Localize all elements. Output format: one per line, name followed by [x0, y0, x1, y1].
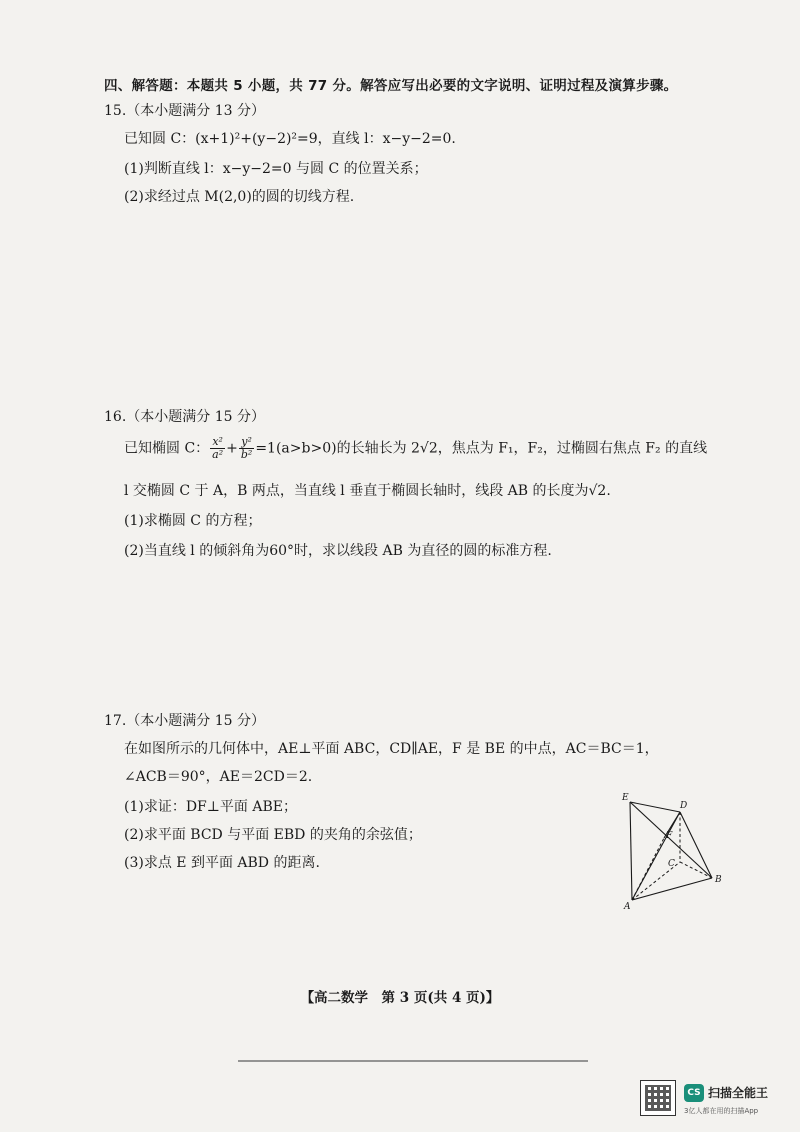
label-D: D — [680, 801, 688, 811]
q17-part3: (3)求点 E 到平面 ABD 的距离. — [124, 855, 320, 871]
edge-AB — [632, 878, 712, 900]
q17-stem-line2: ∠ACB＝90°，AE＝2CD＝2. — [124, 769, 313, 785]
q17-stem-line1: 在如图所示的几何体中，AE⊥平面 ABC，CD∥AE，F 是 BE 的中点，AC＝BC＝1， — [124, 741, 659, 757]
q16-part1: (1)求椭圆 C 的方程； — [124, 513, 262, 529]
fraction-numerator: y² — [239, 436, 254, 449]
q15-part2: (2)求经过点 M(2,0)的圆的切线方程. — [124, 189, 355, 205]
footer-rule — [238, 1060, 588, 1062]
q15-part1: (1)判断直线 l：x−y−2=0 与圆 C 的位置关系； — [124, 161, 428, 177]
q16-stem-line1 — [124, 436, 707, 461]
q17-part2: (2)求平面 BCD 与平面 EBD 的夹角的余弦值； — [124, 827, 422, 843]
q16-part2: (2)当直线 l 的倾斜角为60°时，求以线段 AB 为直径的圆的标准方程. — [124, 543, 552, 559]
fraction-denominator: a² — [212, 448, 224, 461]
plus-sign: + — [226, 440, 238, 457]
edge-DB — [680, 812, 712, 878]
label-E: E — [622, 793, 629, 803]
watermark-tagline: 3亿人都在用的扫描App — [684, 1107, 759, 1115]
edge-EA — [630, 802, 632, 900]
label-B: B — [715, 875, 722, 885]
fraction-numerator: x² — [210, 436, 225, 449]
label-C: C — [668, 859, 675, 869]
edge-AD — [632, 812, 680, 900]
edge-ED — [630, 802, 680, 812]
fraction-y2-b2 — [239, 436, 254, 461]
q16-header: 16.（本小题满分 15 分） — [104, 409, 265, 425]
watermark-app-name: 扫描全能王 — [708, 1086, 769, 1100]
q17-header: 17.（本小题满分 15 分） — [104, 713, 265, 729]
label-F: F — [666, 831, 673, 841]
page-footer: 【高二数学 第 3 页(共 4 页)】 — [300, 990, 500, 1006]
scanner-watermark — [640, 1080, 800, 1120]
q15-header: 15.（本小题满分 13 分） — [104, 103, 265, 119]
label-A: A — [624, 902, 631, 912]
q15-stem: 已知圆 C：(x+1)²+(y−2)²=9，直线 l：x−y−2=0. — [124, 131, 456, 147]
fraction-denominator: b² — [240, 448, 253, 461]
fraction-x2-a2 — [210, 436, 225, 461]
q17-part1: (1)求证：DF⊥平面 ABE； — [124, 799, 298, 815]
q16-stem-suffix: =1(a>b>0)的长轴长为 2√2，焦点为 F₁，F₂，过椭圆右焦点 F₂ 的直线 — [255, 440, 708, 457]
camscanner-logo-icon: CS — [684, 1084, 704, 1102]
edge-CB-hidden — [680, 862, 712, 878]
geometry-figure — [618, 788, 728, 912]
q16-stem-line2: l 交椭圆 C 于 A，B 两点，当直线 l 垂直于椭圆长轴时，线段 AB 的长度为√2. — [124, 483, 611, 499]
qr-code-icon — [640, 1080, 676, 1116]
q16-stem-prefix: 已知椭圆 C： — [124, 440, 210, 457]
section-title: 四、解答题：本题共 5 小题，共 77 分。解答应写出必要的文字说明、证明过程及演算步骤。 — [104, 78, 678, 94]
